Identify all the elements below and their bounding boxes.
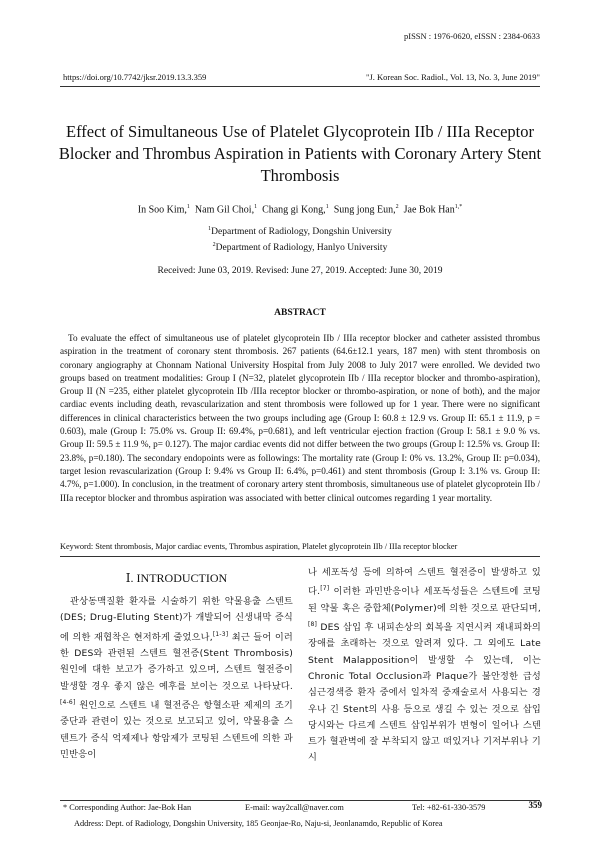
doi-link[interactable]: https://doi.org/10.7742/jksr.2019.13.3.359 — [63, 72, 207, 82]
affiliation — [60, 242, 540, 253]
paper-title: Effect of Simultaneous Use of Platelet Glycoprotein IIb / IIIa Receptor Blocker and Thrombus Aspiration in Patients with Coronary Artery Stent Thrombosis — [58, 122, 542, 185]
intro-text: 관상동맥질환 환자를 시술하기 위한 약물용출 스텐트(DES; Drug-Eluting Stent)가 개발되어 신생내막 증식에 의한 재협착은 현저하게 줄었으나, — [60, 596, 293, 643]
author: Nam Gil Choi, — [194, 204, 255, 216]
header-divider — [60, 86, 540, 87]
citation: [4-6] — [60, 698, 76, 706]
author-affil-mark: 1 — [325, 204, 329, 210]
corresponding-author: * Corresponding Author: Jae-Bok Han — [63, 803, 192, 812]
intro-text: 이러한 과민반응이나 세포독성들은 스텐트에 코팅된 약물 혹은 중합체(Polymer)에 의한 것으로 판단되며, — [308, 586, 541, 614]
affiliation-mark: 1 — [208, 226, 212, 232]
affiliation-text: Department of Radiology, Dongshin University — [211, 227, 392, 238]
citation: [7] — [320, 585, 330, 593]
intro-right-column — [308, 565, 541, 767]
abstract-body: To evaluate the effect of simultaneous use of platelet glycoprotein IIb / IIIa receptor blocker and catheter assisted thrombus aspiration in the treatment of coronary stent thrombosis. 267 patients (64.6±12.1 years, 187 men) with stent thrombosis on coronary angiography at Chonnam National University Hospital from July 2008 to July 2017 were enrolled. We devided two groups based on treatment modalities: Group I (N=32, platelet glycoprotein IIb / IIIa receptor blocker and thrombo-aspiration), Group II (N =235, either platelet glycoprotein IIb /IIIa receptor blocker or thrombo-aspiration, or none of both), and the major cardiac events including death, revascularization and stent thrombosis were followed up for 1 year. There were no significant differences in clinical characteristics between the two groups including age (Group I: 60.8 ± 12.9 vs. Group II: 65.1 ± 11.9, p = 0.603), male (Group I: 75.0% vs. Group II: 69.4%, p=0.681), and left ventricular ejection fraction (Group I: 58.1 ± 9.0 % vs. Group II: 59.5 ± 11.9 %, p= 0.127). The major cardiac events did not differ between the two groups (Group I: 12.5% vs. Group II: 23.8%, p=0.180). The secondary endopoints were as followings: The mortality rate (Group I: 0% vs. 13.2%, Group II: p=0.034), target lesion revascularization (Group I: 9.4% vs Group II: 6.4%, p=0.461) and stent thrombosis (Group I: 3.1% vs. Group II: 4.7%, p=1.000). In conclusion, in the treatment of coronary artery stent thrombosis, simultaneous use of platelet glycoprotein IIb / IIIa receptor blocker and thrombus aspiration was associated with better clinical outcomes regarding 1 year mortality. — [60, 333, 540, 503]
citation: [1-3] — [212, 630, 229, 638]
footnote-divider — [60, 800, 540, 801]
section-title: Ⅰ. INTRODUCTION — [125, 571, 228, 585]
author: Chang gi Kong, — [262, 204, 326, 216]
abstract-heading: ABSTRACT — [274, 308, 326, 318]
intro-left-column — [60, 594, 293, 763]
author-affil-mark: 1 — [186, 204, 190, 210]
author: In Soo Kim, — [137, 204, 187, 216]
author-list — [60, 204, 540, 215]
author-phone: Tel: +82-61-330-3579 — [412, 803, 486, 812]
author-email[interactable]: E-mail: way2call@naver.com — [245, 803, 344, 812]
page-number: 359 — [528, 800, 542, 810]
affiliation-text: Department of Radiology, Hanlyo University — [215, 243, 388, 254]
issn-line: pISSN : 1976-0620, eISSN : 2384-0633 — [403, 31, 540, 41]
author: Jae Bok Han — [403, 204, 455, 216]
intro-text: DES 삽입 후 내피손상의 회복을 지연시켜 재내피화의 장애를 초래하는 것으로 알려져 있다. 그 외에도 Late Stent Malapposition이 발생할 수 있는데, 이는 Chronic Total Occlusion과 Plaque가 불안정한 급성심근경색증 환자 중에서 일차적 중재술로서 사용되는 경우나 긴 Stent의 사용 등으로 생길 수 있는 것으로 삽입 당시와는 다르게 스텐트 삽입부위가 변형이 일어나 스텐트가 혈관벽에 잘 부착되지 않고 떠있거나 기저부위나 기시 — [308, 622, 541, 764]
author-affil-mark: 2 — [395, 204, 399, 210]
intro-text: 원인으로 스텐트 내 혈전증은 항혈소판 제제의 조기 중단과 관련이 있는 것으로 보고되고 있어, 약물용출 스텐트가 증식 억제제나 항암제가 코팅된 스텐트에 의한 과민반응이 — [60, 699, 293, 760]
journal-citation: "J. Korean Soc. Radiol., Vol. 13, No. 3, June 2019" — [365, 72, 540, 82]
author-address: Address: Dept. of Radiology, Dongshin University, 185 Geonjae-Ro, Naju-si, Jeonlanamdo, Republic of Korea — [74, 819, 443, 828]
intro-text: 나 세포독성 등에 의하여 스텐트 혈전증이 발생하고 있다. — [308, 567, 541, 598]
affiliation — [60, 226, 540, 237]
author-affil-mark: 1 — [254, 204, 258, 210]
author: Sung jong Eun, — [333, 204, 396, 216]
keywords-divider — [60, 556, 540, 557]
keywords: Keyword: Stent thrombosis, Major cardiac events, Thrombus aspiration, Platelet glycoprotein IIb / IIIa receptor blocker — [60, 542, 458, 551]
affiliation-mark: 2 — [212, 242, 216, 248]
citation: [8] — [308, 620, 318, 628]
author-affil-mark: 1,* — [454, 204, 463, 210]
received-dates: Received: June 03, 2019. Revised: June 27, 2019. Accepted: June 30, 2019 — [157, 266, 443, 276]
intro-text: 최근 들어 이러한 DES와 관련된 스텐트 혈전증(Stent Thrombosis) 원인에 대한 보고가 증가하고 있으며, 스텐트 혈전증이 발생할 경우 좋지 않은 예후를 보이는 것으로 나타났다. — [60, 631, 293, 692]
